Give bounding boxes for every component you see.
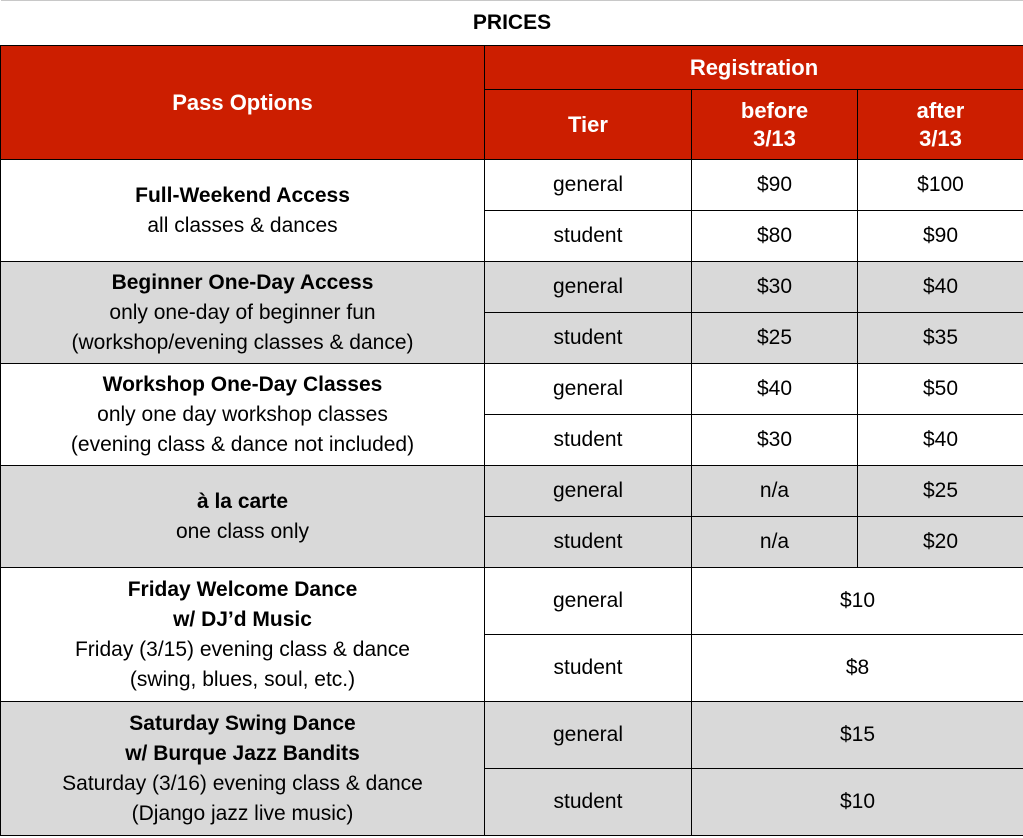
after-header-line: after xyxy=(916,97,965,123)
tier-cell: student xyxy=(485,313,692,364)
table-row xyxy=(1,466,1023,517)
pass-option-cell xyxy=(1,262,485,364)
after-header-line: 3/13 xyxy=(919,125,962,151)
price-before-cell: $90 xyxy=(692,160,858,211)
pass-option-title: w/ DJ’d Music xyxy=(173,607,312,631)
tier-cell: general xyxy=(485,568,692,635)
tier-cell: general xyxy=(485,262,692,313)
price-after-cell: $25 xyxy=(858,466,1023,517)
table-row xyxy=(1,262,1023,313)
price-cell: $10 xyxy=(692,769,1023,836)
table-row xyxy=(1,568,1023,635)
price-cell: $8 xyxy=(692,635,1023,702)
price-after-cell: $90 xyxy=(858,211,1023,262)
tier-cell: student xyxy=(485,635,692,702)
pass-option-description: all classes & dances xyxy=(147,213,338,237)
pass-option-cell xyxy=(1,160,485,262)
price-before-cell: $40 xyxy=(692,364,858,415)
pass-option-description: (workshop/evening classes & dance) xyxy=(71,330,414,354)
table-title: PRICES xyxy=(1,1,1023,46)
tier-cell: general xyxy=(485,160,692,211)
after-header xyxy=(858,90,1023,160)
pass-option-title: Friday Welcome Dance xyxy=(127,577,358,601)
pass-option-title: Workshop One-Day Classes xyxy=(102,372,383,396)
pass-option-cell xyxy=(1,568,485,702)
before-header-line: 3/13 xyxy=(753,125,796,151)
price-after-cell: $40 xyxy=(858,415,1023,466)
pass-option-description: one class only xyxy=(175,519,310,543)
price-after-cell: $20 xyxy=(858,517,1023,568)
tier-cell: student xyxy=(485,517,692,568)
pass-option-description: (evening class & dance not included) xyxy=(70,432,415,456)
price-before-cell: $30 xyxy=(692,415,858,466)
price-after-cell: $40 xyxy=(858,262,1023,313)
price-cell: $15 xyxy=(692,702,1023,769)
pass-option-description: Friday (3/15) evening class & dance xyxy=(74,637,410,661)
price-before-cell: $80 xyxy=(692,211,858,262)
pass-option-title: Beginner One-Day Access xyxy=(111,270,374,294)
tier-cell: general xyxy=(485,364,692,415)
pass-option-description: (swing, blues, soul, etc.) xyxy=(129,667,356,691)
tier-header: Tier xyxy=(485,90,692,160)
price-after-cell: $50 xyxy=(858,364,1023,415)
table-row xyxy=(1,364,1023,415)
tier-cell: student xyxy=(485,415,692,466)
header-row-1 xyxy=(1,46,1023,90)
pass-option-cell xyxy=(1,466,485,568)
price-after-cell: $100 xyxy=(858,160,1023,211)
table-body xyxy=(1,160,1023,836)
tier-cell: student xyxy=(485,769,692,836)
pass-option-description: (Django jazz live music) xyxy=(131,801,354,825)
price-before-cell: n/a xyxy=(692,466,858,517)
pass-option-title: Full-Weekend Access xyxy=(135,183,350,207)
pass-option-cell xyxy=(1,702,485,836)
tier-cell: general xyxy=(485,466,692,517)
table-row xyxy=(1,702,1023,769)
price-before-cell: n/a xyxy=(692,517,858,568)
price-before-cell: $30 xyxy=(692,262,858,313)
price-after-cell: $35 xyxy=(858,313,1023,364)
pass-option-description: only one-day of beginner fun xyxy=(109,300,376,324)
pass-option-title: à la carte xyxy=(196,489,289,513)
before-header xyxy=(692,90,858,160)
tier-cell: student xyxy=(485,211,692,262)
before-header-line: before xyxy=(740,97,809,123)
pass-options-header: Pass Options xyxy=(1,46,485,160)
registration-header: Registration xyxy=(485,46,1023,90)
pass-option-title: Saturday Swing Dance xyxy=(129,711,356,735)
tier-cell: general xyxy=(485,702,692,769)
price-cell: $10 xyxy=(692,568,1023,635)
pass-option-description: only one day workshop classes xyxy=(97,402,388,426)
price-before-cell: $25 xyxy=(692,313,858,364)
pass-option-description: Saturday (3/16) evening class & dance xyxy=(62,771,423,795)
pass-option-cell xyxy=(1,364,485,466)
table-row xyxy=(1,160,1023,211)
pass-option-title: w/ Burque Jazz Bandits xyxy=(125,741,360,765)
title-row xyxy=(1,1,1023,46)
